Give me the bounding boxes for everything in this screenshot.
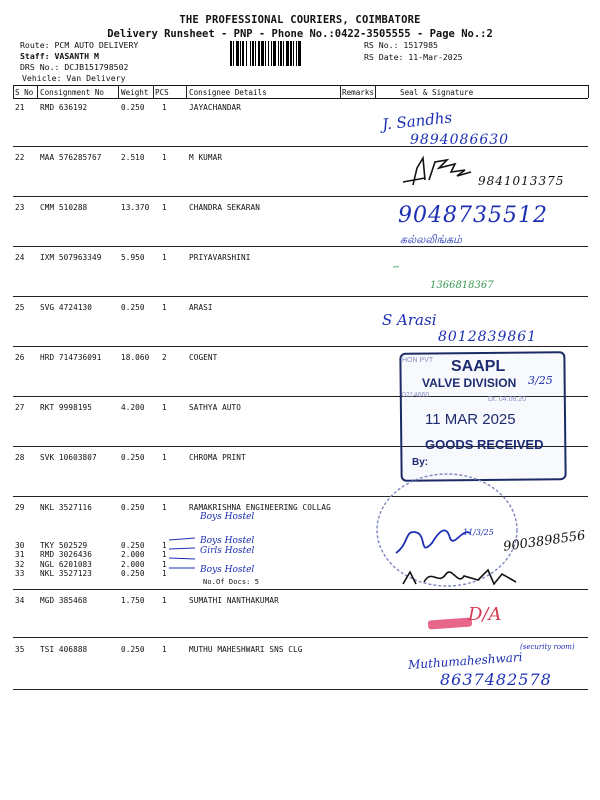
row-31-sno: 31 (15, 550, 25, 559)
col-header-weight: Weight (121, 88, 149, 97)
row-30-hostel-note: Boys Hostel (200, 536, 255, 546)
row-21-sno: 21 (15, 103, 25, 112)
row-32-sno: 32 (15, 560, 25, 569)
row-28-sno: 28 (15, 453, 25, 462)
row-24-sno: 24 (15, 253, 25, 262)
row-28-consignment: SVK 10603807 (40, 453, 97, 462)
row-26-sno: 26 (15, 353, 25, 362)
row-35-weight: 0.250 (121, 645, 145, 654)
vehicle-text: Vehicle: Van Delivery (22, 73, 126, 83)
row-34-weight: 1.750 (121, 596, 145, 605)
staff-text: Staff: VASANTH M (20, 51, 99, 61)
drs-number: DRS No.: DCJB151798502 (20, 62, 129, 72)
row-27-pcs: 1 (162, 403, 167, 412)
row-33-weight: 0.250 (121, 569, 145, 578)
row-29-weight: 0.250 (121, 503, 145, 512)
row-25-phone: 8012839861 (438, 329, 538, 345)
row-rule (13, 689, 588, 690)
row-30-pcs: 1 (162, 541, 167, 550)
row-24-consignee: PRIYAVARSHINI (189, 253, 251, 262)
docs-count: No.Of Docs: 5 (203, 578, 260, 586)
row-29-pcs: 1 (162, 503, 167, 512)
row-24-signature: ~ (391, 261, 402, 274)
row-30-consignment: TKY 502529 (40, 541, 88, 550)
route-text: Route: PCM AUTO DELIVERY (20, 40, 139, 50)
row-29-consignment: NKL 3527116 (40, 503, 93, 512)
row-35-phone: 8637482578 (440, 670, 552, 689)
row-33-hostel-note: Boys Hostel (200, 565, 255, 575)
row-27-sno: 27 (15, 403, 25, 412)
col-header-consignee: Consignee Details (189, 88, 267, 97)
row-33-consignment: NKL 3527123 (40, 569, 93, 578)
row-31-consignment: RMD 3026436 (40, 550, 93, 559)
bracket-arrows (165, 504, 205, 584)
row-27-weight: 4.200 (121, 403, 145, 412)
row-21-signature: J. Sandhs (381, 108, 453, 134)
row-26-note: 3/25 (528, 374, 553, 387)
col-divider (118, 85, 119, 98)
row-29-hostel-note: Boys Hostel (200, 512, 255, 522)
col-header-consignment: Consignment No (40, 88, 105, 97)
stamp-status: GOODS RECEIVED (425, 437, 544, 452)
row-23-consignee: CHANDRA SEKARAN (189, 203, 260, 212)
row-35-pcs: 1 (162, 645, 167, 654)
row-rule (13, 637, 588, 638)
row-35-sno: 35 (15, 645, 25, 654)
row-21-consignee: JAYACHANDAR (189, 103, 242, 112)
row-23-weight: 13.370 (121, 203, 150, 212)
row-23-pcs: 1 (162, 203, 167, 212)
row-35-note: (security room) (520, 643, 575, 651)
rs-number: RS No.: 1517985 (364, 40, 438, 50)
row-28-consignee: CHROMA PRINT (189, 453, 246, 462)
row-25-consignee: ARASI (189, 303, 213, 312)
row-31-hostel-note: Girls Hostel (200, 546, 255, 556)
row-26-consignment: HRD 714736091 (40, 353, 102, 362)
row-22-weight: 2.510 (121, 153, 145, 162)
col-header-sno: S No (15, 88, 34, 97)
col-divider (37, 85, 38, 98)
row-24-weight: 5.950 (121, 253, 145, 262)
row-25-pcs: 1 (162, 303, 167, 312)
row-26-weight: 18.060 (121, 353, 150, 362)
row-23-tamil-name: கல்லலிங்கம் (400, 233, 463, 246)
stamp-by: By: (412, 457, 429, 468)
row-33-sno: 33 (15, 569, 25, 578)
rs-date: RS Date: 11-Mar-2025 (364, 52, 463, 62)
barcode (230, 41, 352, 66)
row-26-consignee: COGENT (189, 353, 218, 362)
company-title: THE PROFESSIONAL COURIERS, COIMBATORE (179, 14, 421, 26)
row-21-phone: 9894086630 (410, 132, 510, 148)
row-34-sno: 34 (15, 596, 25, 605)
row-35-consignment: TSI 406888 (40, 645, 88, 654)
col-divider (13, 85, 14, 98)
table-top-rule (13, 85, 588, 86)
row-22-phone: 9841013375 (478, 174, 565, 188)
row-32-weight: 2.000 (121, 560, 145, 569)
row-23-consignment: CMM 510288 (40, 203, 88, 212)
stamp-brand: SAAPL (451, 358, 506, 375)
row-26-pcs: 2 (162, 353, 167, 362)
row-29-signature (390, 508, 510, 568)
col-header-pcs: PCS (155, 88, 169, 97)
row-32-pcs: 1 (162, 560, 167, 569)
row-31-weight: 2.000 (121, 550, 145, 559)
row-25-consignment: SVG 4724130 (40, 303, 93, 312)
row-24-consignment: IXM 507963349 (40, 253, 102, 262)
row-rule (13, 246, 588, 247)
row-34-red-mark (428, 617, 473, 629)
row-rule (13, 296, 588, 297)
row-22-consignment: MAA 576285767 (40, 153, 102, 162)
row-27-consignment: RKT 9998195 (40, 403, 93, 412)
row-32-consignment: NGL 6201083 (40, 560, 93, 569)
row-24-pcs: 1 (162, 253, 167, 262)
stamp-date: 11 MAR 2025 (425, 411, 516, 428)
row-34-consignee: SUMATHI NANTHAKUMAR (189, 596, 279, 605)
row-34-consignment: MGD 385468 (40, 596, 88, 605)
faint-seal-date: Dt. 04.08.20 (488, 396, 527, 403)
row-25-signature: S Arasi (382, 311, 437, 329)
row-rule (13, 196, 588, 197)
row-22-pcs: 1 (162, 153, 167, 162)
stamp-division: VALVE DIVISION (422, 376, 517, 390)
row-21-weight: 0.250 (121, 103, 145, 112)
col-divider (375, 85, 376, 98)
runsheet-subtitle: Delivery Runsheet - PNP - Phone No.:0422-3505555 - Page No.:2 (107, 28, 493, 40)
row-34-pcs: 1 (162, 596, 167, 605)
row-22-signature (395, 150, 515, 195)
row-33-pcs: 1 (162, 569, 167, 578)
faint-seal-text: 0214660 (402, 392, 430, 399)
header-bottom-rule (13, 98, 588, 99)
row-30-33-signature (398, 562, 538, 590)
row-25-weight: 0.250 (121, 303, 145, 312)
row-29-sno: 29 (15, 503, 25, 512)
row-rule (13, 346, 588, 347)
row-27-consignee: SATHYA AUTO (189, 403, 242, 412)
col-divider (153, 85, 154, 98)
col-divider (340, 85, 341, 98)
row-25-sno: 25 (15, 303, 25, 312)
row-30-weight: 0.250 (121, 541, 145, 550)
col-divider (186, 85, 187, 98)
row-24-phone: 1366818367 (430, 280, 494, 291)
row-21-consignment: RMD 636192 (40, 103, 88, 112)
row-23-phone: 9048735512 (398, 203, 548, 228)
row-35-signature: Muthumaheshwari (407, 650, 523, 672)
row-29-consignee: RAMAKRISHNA ENGINEERING COLLAG (189, 503, 331, 512)
row-35-consignee: MUTHU MAHESHWARI SNS CLG (189, 645, 303, 654)
row-22-sno: 22 (15, 153, 25, 162)
row-31-pcs: 1 (162, 550, 167, 559)
row-23-sno: 23 (15, 203, 25, 212)
row-34-remark: D/A (468, 604, 502, 625)
row-28-weight: 0.250 (121, 453, 145, 462)
row-28-pcs: 1 (162, 453, 167, 462)
row-21-pcs: 1 (162, 103, 167, 112)
faint-seal-text: HON PVT (402, 357, 434, 364)
col-header-remarks: Remarks (342, 88, 375, 97)
row-22-consignee: M KUMAR (189, 153, 223, 162)
col-divider (588, 85, 589, 98)
row-30-sno: 30 (15, 541, 25, 550)
row-29-date: 11/3/25 (463, 528, 494, 537)
col-header-seal-signature: Seal & Signature (400, 88, 474, 97)
row-29-phone: 9003898556 (502, 528, 587, 555)
